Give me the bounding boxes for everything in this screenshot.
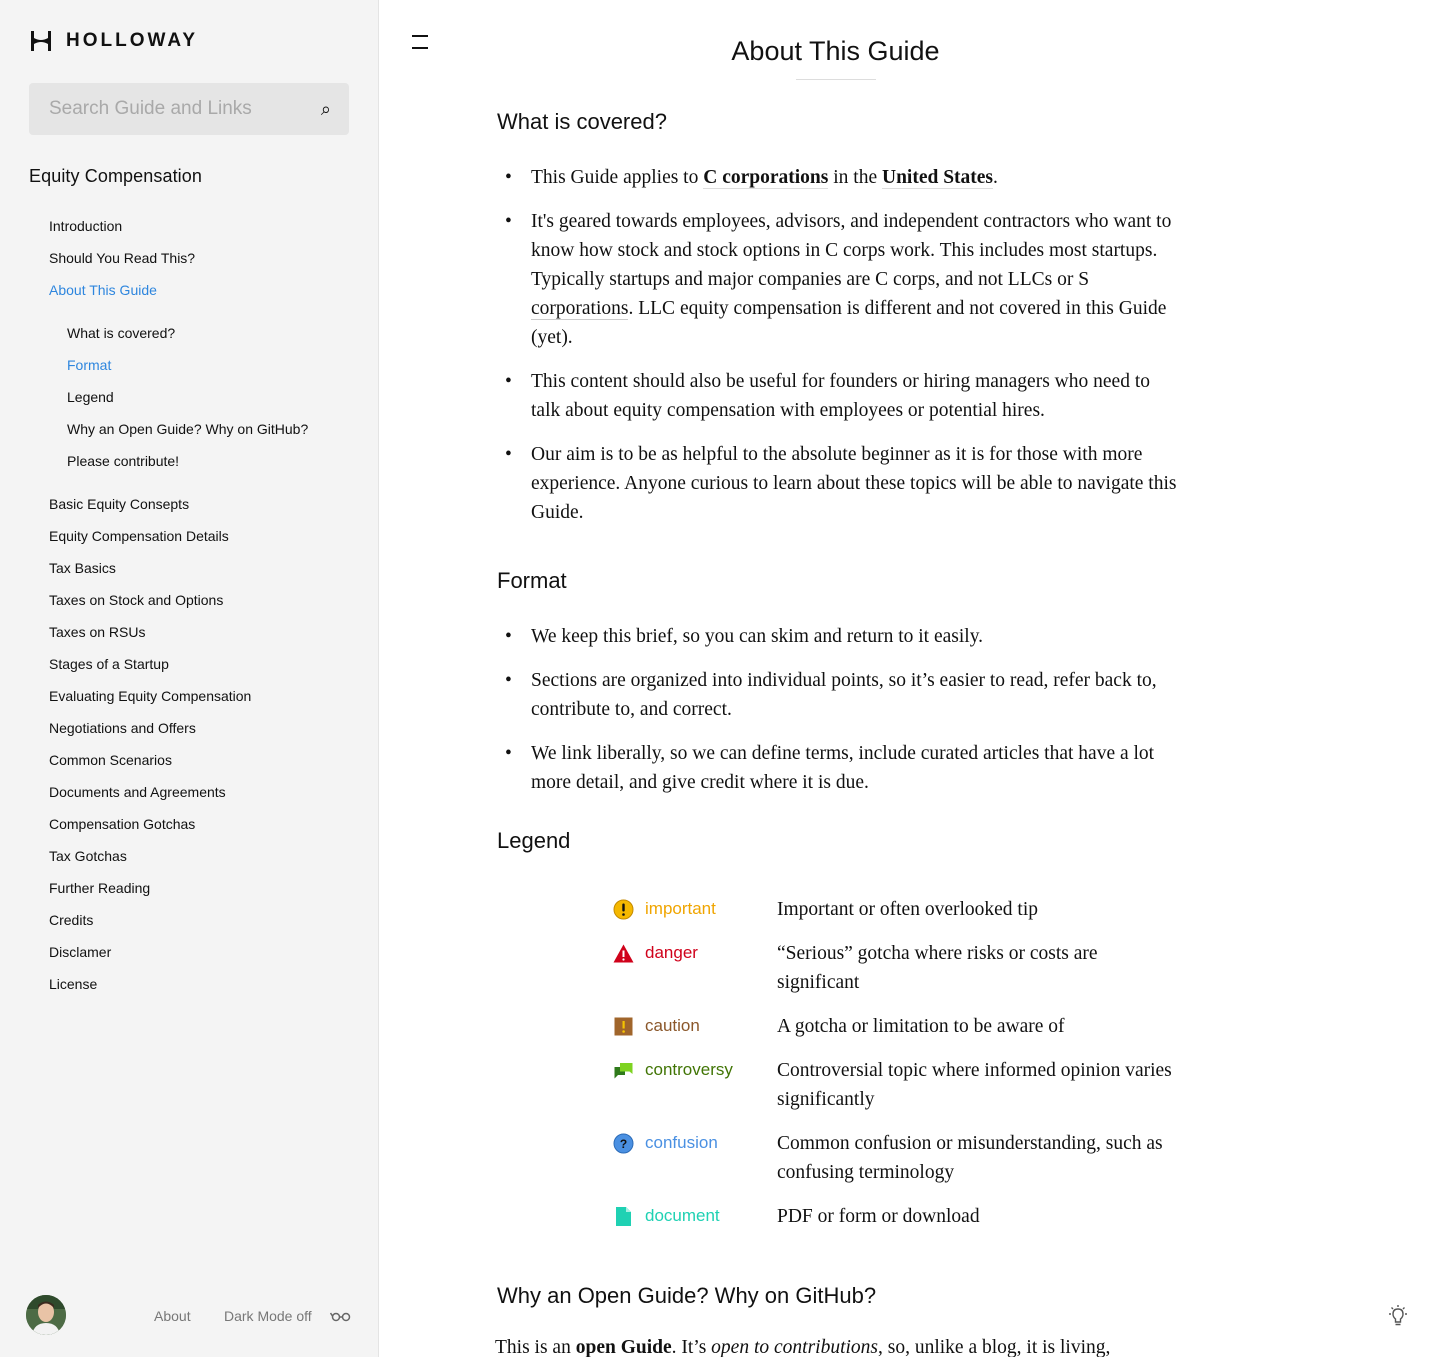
legend-name: document: [645, 1206, 720, 1225]
nav-subitem-what-is-covered[interactable]: What is covered?: [67, 325, 176, 341]
nav-item-stages-of-a-startup[interactable]: Stages of a Startup: [49, 656, 169, 672]
nav-item-negotiations-and-offers[interactable]: Negotiations and Offers: [49, 720, 196, 736]
legend-desc: “Serious” gotcha where risks or costs are significant: [777, 943, 1098, 993]
legend-desc: Important or often overlooked tip: [777, 899, 1039, 920]
nav-item-tax-gotchas[interactable]: Tax Gotchas: [49, 848, 127, 864]
list-item: • We keep this brief, so you can skim and return to it easily.: [497, 622, 1177, 651]
nav-item-documents-and-agreements[interactable]: Documents and Agreements: [49, 784, 226, 800]
nav-item-introduction[interactable]: Introduction: [49, 218, 123, 234]
nav-item-compensation-gotchas[interactable]: Compensation Gotchas: [49, 816, 196, 832]
nav-guide-title[interactable]: Equity Compensation: [29, 166, 202, 186]
link-c-corporations[interactable]: C corporations: [703, 167, 829, 188]
list-item: • This Guide applies to C corporations in the United States.: [497, 163, 1177, 192]
nav-item-taxes-on-stock-and-options[interactable]: Taxes on Stock and Options: [49, 592, 224, 608]
nav-item-tax-basics[interactable]: Tax Basics: [49, 560, 116, 576]
caution-icon: [613, 1016, 634, 1037]
legend-name: controversy: [645, 1060, 733, 1079]
important-icon: [613, 899, 634, 920]
list-item: • It's geared towards employees, advisors, and independent contractors who want to know how stock and stock options in C corps work. This includes most startups. Typically startups and major companies are C corps, and not LLCs or S corporations. LLC equity compensation is different and not covered in this Guide (yet).: [497, 207, 1177, 352]
nav-item-further-reading[interactable]: Further Reading: [49, 880, 151, 896]
nav-item-should-you-read[interactable]: Should You Read This?: [49, 250, 196, 266]
nav-item-evaluating-equity-compensation[interactable]: Evaluating Equity Compensation: [49, 688, 252, 704]
heading-legend: Legend: [497, 828, 571, 853]
holloway-logo-icon: [29, 29, 53, 53]
list-item: • This content should also be useful for founders or hiring managers who need to talk about equity compensation with employees or potential hires.: [497, 367, 1177, 425]
legend-desc: Controversial topic where informed opinion varies significantly: [777, 1060, 1172, 1110]
nav-item-license[interactable]: License: [49, 976, 98, 992]
nav-item-common-scenarios[interactable]: Common Scenarios: [49, 752, 172, 768]
heading-what-is-covered: What is covered?: [497, 109, 667, 134]
nav-item-disclaimer[interactable]: Disclamer: [49, 944, 112, 960]
nav-item-about-this-guide[interactable]: About This Guide: [49, 282, 157, 298]
brand-logo[interactable]: [29, 29, 198, 53]
title-divider: [796, 79, 876, 80]
legend-name: important: [645, 899, 716, 918]
legend-desc: Common confusion or misunderstanding, such as confusing terminology: [777, 1133, 1163, 1183]
nav-subitem-why-open-guide[interactable]: Why an Open Guide? Why on GitHub?: [67, 421, 309, 437]
legend-desc: A gotcha or limitation to be aware of: [777, 1016, 1065, 1037]
list-item: • Our aim is to be as helpful to the absolute beginner as it is for those with more experience. Anyone curious to learn about these topics will be able to navigate this Guide.: [497, 440, 1177, 527]
sidebar: [0, 0, 379, 1357]
heading-why-open-guide: Why an Open Guide? Why on GitHub?: [497, 1283, 877, 1308]
legend-name: danger: [645, 943, 698, 962]
nav-item-taxes-on-rsus[interactable]: Taxes on RSUs: [49, 624, 146, 640]
legend-name: caution: [645, 1016, 700, 1035]
open-guide-paragraph: This is an open Guide. It’s open to contributions, so, unlike a blog, it is living,: [495, 1337, 1111, 1357]
list-item: • Sections are organized into individual points, so it’s easier to read, refer back to, contribute to, and correct.: [497, 666, 1177, 724]
sidebar-footer: [0, 1294, 379, 1336]
glasses-icon[interactable]: [330, 1310, 352, 1322]
list-item: • We link liberally, so we can define terms, include curated articles that have a lot more detail, and give credit where it is due.: [497, 739, 1177, 797]
nav-item-basic-equity-concepts[interactable]: Basic Equity Consepts: [49, 496, 190, 512]
controversy-icon: [613, 1060, 634, 1081]
page-title: About This Guide: [731, 36, 940, 66]
format-list: [497, 622, 1177, 812]
nav-item-equity-compensation-details[interactable]: Equity Compensation Details: [49, 528, 229, 544]
nav-subitem-please-contribute[interactable]: Please contribute!: [67, 453, 180, 469]
nav-item-credits[interactable]: Credits: [49, 912, 94, 928]
search-icon[interactable]: ⌕: [320, 99, 331, 119]
covered-list: [497, 163, 1177, 542]
about-link[interactable]: About: [154, 1308, 191, 1324]
dark-mode-toggle[interactable]: Dark Mode off: [224, 1308, 312, 1324]
nav-subitem-format[interactable]: Format: [67, 357, 112, 373]
brand-wordmark: HOLLOWAY: [66, 30, 199, 51]
search-box: [29, 83, 349, 135]
danger-icon: [613, 943, 634, 964]
link-united-states[interactable]: United States: [881, 167, 994, 188]
confusion-icon: [613, 1133, 634, 1154]
avatar[interactable]: [26, 1295, 66, 1335]
avatar-image: [26, 1295, 66, 1335]
main-content: [380, 0, 1440, 1357]
search-input[interactable]: [49, 98, 311, 120]
nav-subitem-legend[interactable]: Legend: [67, 389, 114, 405]
svg-text:?: ?: [619, 1137, 628, 1151]
document-icon: [613, 1206, 634, 1227]
legend-name: confusion: [645, 1133, 718, 1152]
legend-desc: PDF or form or download: [777, 1206, 980, 1227]
lightbulb-icon[interactable]: [1386, 1304, 1410, 1328]
heading-format: Format: [497, 568, 567, 593]
link-corporations[interactable]: corporations: [531, 298, 629, 319]
